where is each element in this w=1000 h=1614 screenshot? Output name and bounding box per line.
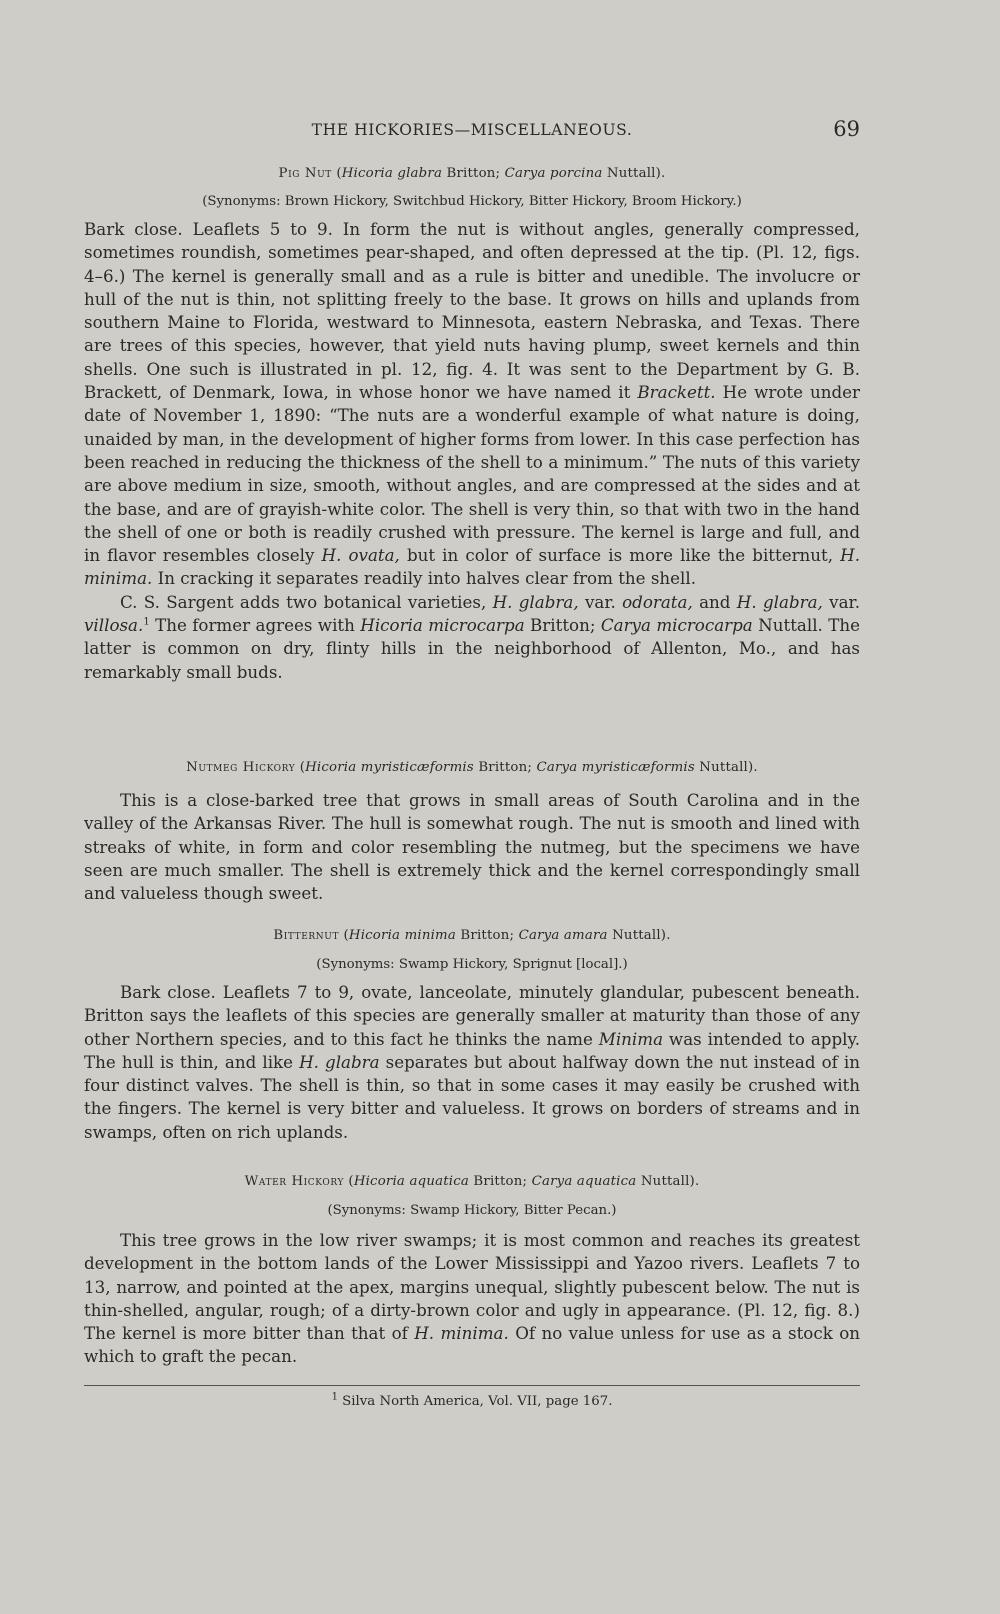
italic-name: H. glabra, xyxy=(492,591,579,612)
paragraph-pig-nut-2 xyxy=(84,591,860,684)
italic-name: H. glabra xyxy=(299,1051,380,1072)
latin-name: Hicoria minima xyxy=(348,928,456,943)
italic-name: Minima xyxy=(598,1028,664,1049)
section-nutmeg-hickory xyxy=(84,760,860,905)
latin-name: Carya myristicæformis xyxy=(536,760,695,775)
italic-name: odorata, xyxy=(622,591,693,612)
italic-name: H. ovata, xyxy=(321,545,400,566)
text-run: The former agrees with xyxy=(149,615,361,636)
italic-name: Carya microcarpa xyxy=(600,615,753,636)
text-run: and xyxy=(692,591,737,612)
latin-name: Hicoria glabra xyxy=(341,166,443,181)
italic-name: H. minima. xyxy=(84,545,861,589)
text-run: var. xyxy=(578,591,623,612)
synonyms-water: (Synonyms: Swamp Hickory, Bitter Pecan.) xyxy=(327,1203,617,1218)
section-bitternut xyxy=(84,928,860,1144)
paragraph-nutmeg-1: This is a close-barked tree that grows in small areas of South Carolina and in the valley of the Arkansas River. The hull is somewhat rough. The nut is smooth and lined with streaks of white, in form and color resembling the nutmeg, but the specimens we have seen are much smaller. The shell is extremely thick and the kernel correspondingly small and valueless though sweet. xyxy=(84,790,860,904)
text-run: Britton; xyxy=(524,615,601,636)
text-run: was intended to apply. The hull is thin, and like xyxy=(84,1028,860,1072)
italic-name: H. glabra, xyxy=(736,591,823,612)
authority: Britton; xyxy=(473,1174,528,1189)
species-name: Pig Nut xyxy=(278,166,332,181)
authority: Nuttall). xyxy=(640,1174,700,1189)
text-run: Bark close. Leaflets 7 to 9, ovate, lanceolate, minutely glandular, pubescent beneath. Britton says the leaflets of this species are generally smaller at maturity than those of any other Northern species, and to this fact he thinks the name xyxy=(84,982,860,1049)
italic-name: Brackett. xyxy=(637,382,716,403)
text-run: Of no value unless for use as a stock on which to graft the pecan. xyxy=(84,1323,860,1367)
italic-name: villosa. xyxy=(84,615,144,636)
species-name: Nutmeg Hickory xyxy=(186,760,296,775)
section-pig-nut xyxy=(84,166,860,684)
authority: Britton; xyxy=(478,760,533,775)
italic-name: H. minima. xyxy=(414,1323,509,1344)
species-heading-pig-nut: Pig Nut (Hicoria glabra Britton; Carya porcina Nuttall). xyxy=(278,166,666,181)
authority: Nuttall). xyxy=(612,928,671,943)
text-run: separates but about halfway down the nut instead of in four distinct valves. The shell is thin, so that in some cases it may easily be crushed with the fingers. The kernel is very bitter and valueless. It grows on borders of streams and in swamps, often on rich uplands. xyxy=(84,1051,860,1142)
paragraph-bitternut-1 xyxy=(84,981,860,1144)
footnote-marker: 1 xyxy=(331,1391,338,1403)
running-title: THE HICKORIES—MISCELLANEOUS. xyxy=(311,121,633,139)
italic-name: Hicoria microcarpa xyxy=(360,615,525,636)
species-heading-nutmeg: Nutmeg Hickory (Hicoria myristicæformis Britton; Carya myristicæformis Nuttall). xyxy=(186,760,758,775)
latin-name: Hicoria aquatica xyxy=(353,1174,469,1189)
species-name: Water Hickory xyxy=(244,1174,344,1189)
authority: Nuttall). xyxy=(699,760,758,775)
footnote-rule xyxy=(84,1385,860,1386)
synonyms-bitternut: (Synonyms: Swamp Hickory, Sprignut [local].) xyxy=(316,957,628,972)
paragraph-pig-nut-1 xyxy=(84,218,860,591)
text-run: In cracking it separates readily into halves clear from the shell. xyxy=(152,568,697,589)
text-run: He wrote under date of November 1, 1890: “The nuts are a wonderful example of what nature is doing, unaided by man, in the development of higher forms from lower. In this case perfection has been reached in reducing the thickness of the shell to a minimum.” The nuts of this variety are above medium in size, smooth, without angles, and are compressed at the sides and at the base, and are of grayish-white color. The shell is very thin, so that with two in the hand the shell of one or both is readily crushed with pressure. The kernel is large and full, and in flavor resembles closely xyxy=(84,382,861,566)
latin-name: Hicoria myristicæformis xyxy=(305,760,474,775)
text-run: but in color of surface is more like the bitternut, xyxy=(399,545,841,566)
species-name: Bitternut xyxy=(273,928,340,943)
text-run: This tree grows in the low river swamps; it is most common and reaches its greatest development in the bottom lands of the Lower Mississippi and Yazoo rivers. Leaflets 7 to 13, narrow, and pointed at the apex, margins unequal, slightly pubescent below. The nut is thin-shelled, angular, rough; of a dirty-brown color and ugly in appearance. (Pl. 12, fig. 8.) The kernel is more bitter than that of xyxy=(84,1230,860,1344)
species-heading-bitternut: Bitternut (Hicoria minima Britton; Carya amara Nuttall). xyxy=(273,928,671,943)
paragraph-water-1 xyxy=(84,1229,860,1369)
latin-name: Carya amara xyxy=(518,928,608,943)
synonyms-pig-nut: (Synonyms: Brown Hickory, Switchbud Hickory, Bitter Hickory, Broom Hickory.) xyxy=(202,194,742,209)
authority: Nuttall). xyxy=(606,166,666,181)
species-heading-water: Water Hickory (Hicoria aquatica Britton; Carya aquatica Nuttall). xyxy=(244,1174,700,1189)
latin-name: Carya aquatica xyxy=(531,1174,637,1189)
authority: Britton; xyxy=(460,928,515,943)
text-run: Nuttall. The latter is common on dry, flinty hills in the neighborhood of Allenton, Mo., and has remarkably small buds. xyxy=(84,615,860,682)
page-number: 69 xyxy=(833,117,860,141)
section-water-hickory xyxy=(84,1174,860,1369)
authority: Britton; xyxy=(446,166,501,181)
latin-name: Carya porcina xyxy=(504,166,603,181)
page-header xyxy=(84,117,860,143)
text-run: C. S. Sargent adds two botanical varieties, xyxy=(120,591,493,612)
text-run: var. xyxy=(822,591,860,612)
text-run: Bark close. Leaflets 5 to 9. In form the nut is without angles, generally compressed, sometimes roundish, sometimes pear-shaped, and often depressed at the tip. (Pl. 12, figs. 4–6.) The kernel is generally small and as a rule is bitter and unedible. The involucre or hull of the nut is thin, not splitting freely to the base. It grows on hills and uplands from southern Maine to Florida, westward to Minnesota, eastern Nebraska, and Texas. There are trees of this species, however, that yield nuts having plump, sweet kernels and thin shells. One such is illustrated in pl. 12, fig. 4. It was sent to the Department by G. B. Brackett, of Denmark, Iowa, in whose honor we have named it xyxy=(84,219,860,403)
footnote xyxy=(84,1391,860,1409)
footnote-text: Silva North America, Vol. VII, page 167. xyxy=(337,1394,613,1409)
footnote-marker: 1 xyxy=(143,616,150,628)
